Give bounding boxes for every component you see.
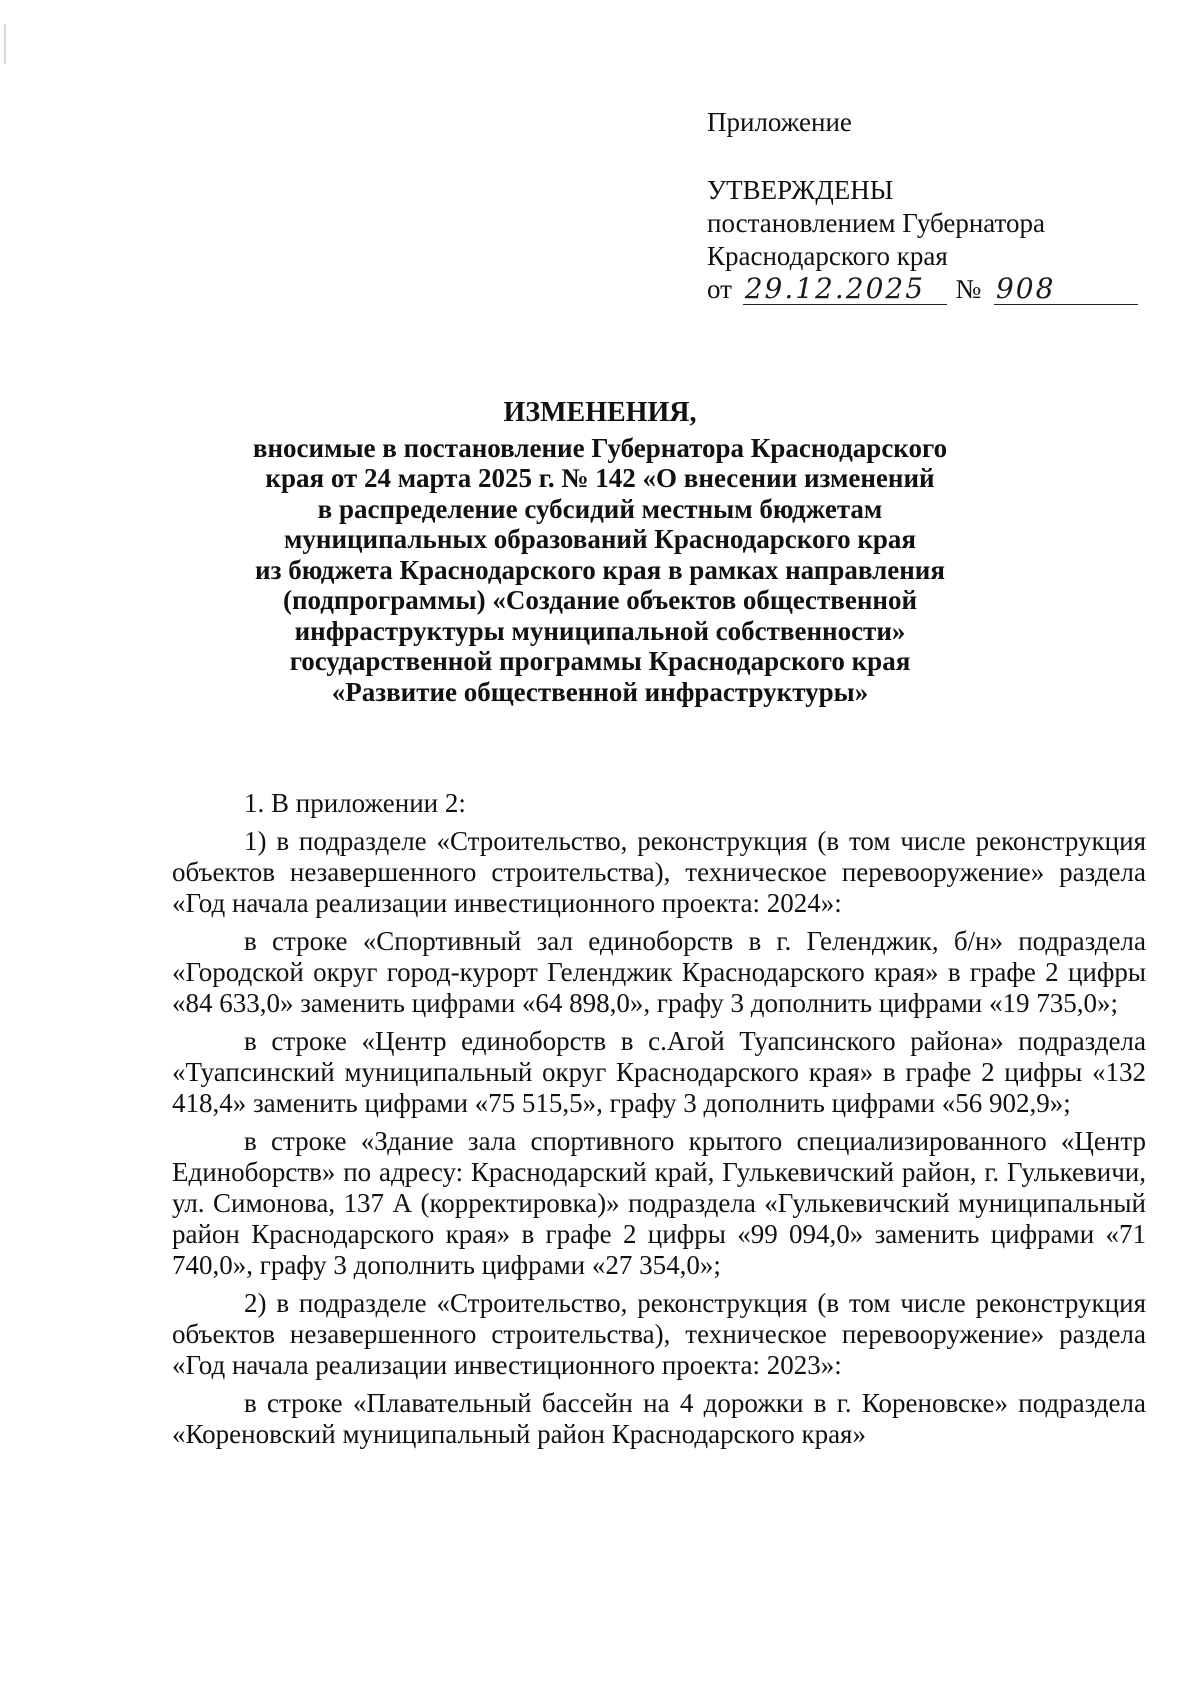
approved-by-line: постановлением Губернатора: [707, 208, 1045, 238]
handwritten-date: 29.12.2025: [743, 274, 947, 305]
title-line: муниципальных образований Краснодарского края: [284, 524, 916, 554]
section-heading: 1. В приложении 2:: [244, 788, 466, 818]
document-body: [172, 788, 1146, 1457]
title-heading: ИЗМЕНЕНИЯ,: [503, 397, 697, 428]
handwritten-number: 908: [994, 274, 1138, 305]
paragraph-item-2: 2) в подразделе «Строительство, реконструкция (в том числе реконструкция объектов незавершенного строительства), техническое перевооружение» раздела «Год начала реализации инвестиционного проекта: 2023»:: [172, 1288, 1146, 1380]
paragraph-korenovsk: в строке «Плавательный бассейн на 4 дорожки в г. Кореновске» подраздела «Кореновский муниципальный район Краснодарского края»: [172, 1388, 1146, 1449]
approval-block: [707, 174, 1138, 306]
paragraph-tuapse: в строке «Центр единоборств в с.Агой Туапсинского района» подраздела «Туапсинский муниципальный округ Краснодарского края» в графе 2 цифры «132 418,4» заменить цифрами «75 515,5», графу 3 дополнить цифрами «56 902,9»;: [172, 1026, 1146, 1118]
title-line: в распределение субсидий местным бюджетам: [317, 493, 883, 524]
title-line: края от 24 марта 2025 г. № 142 «О внесении изменений: [265, 463, 935, 493]
approved-heading: УТВЕРЖДЕНЫ: [707, 175, 894, 205]
title-line: из бюджета Краснодарского края в рамках направления: [255, 554, 945, 585]
date-prefix: от: [707, 274, 732, 304]
paragraph-gelendzhik: в строке «Спортивный зал единоборств в г. Геленджик, б/н» подраздела «Городской округ город-курорт Геленджик Краснодарского края» в графе 2 цифры «84 633,0» заменить цифрами «64 898,0», графу 3 дополнить цифрами «19 735,0»;: [172, 926, 1146, 1018]
appendix-text: Приложение: [707, 107, 852, 137]
number-sign: №: [955, 274, 982, 304]
title-line: (подпрограммы) «Создание объектов общественной: [282, 585, 917, 615]
title-line: «Развитие общественной инфраструктуры»: [331, 676, 869, 707]
title-line: вносимые в постановление Губернатора Краснодарского: [252, 432, 948, 463]
approved-region-line: Краснодарского края: [707, 241, 948, 271]
title-line: инфраструктуры муниципальной собственности»: [294, 615, 906, 646]
approval-date-line: [707, 273, 1138, 306]
scan-margin-mark: [4, 24, 6, 64]
document-title: [0, 398, 1200, 707]
paragraph-item-1: 1) в подразделе «Строительство, реконструкция (в том числе реконструкция объектов незавершенного строительства), техническое перевооружение» раздела «Год начала реализации инвестиционного проекта: 2024»:: [172, 826, 1146, 918]
paragraph-gulkevichi: в строке «Здание зала спортивного крытого специализированного «Центр Единоборств» по адресу: Краснодарский край, Гулькевичский район, г. Гулькевичи, ул. Симонова, 137 А (корректировка)» подраздела «Гулькевичский муниципальный район Краснодарского края» в графе 2 цифры «99 094,0» заменить цифрами «71 740,0», графу 3 дополнить цифрами «27 354,0»;: [172, 1126, 1146, 1280]
title-line: государственной программы Краснодарского края: [289, 646, 911, 676]
appendix-label: [707, 106, 852, 139]
